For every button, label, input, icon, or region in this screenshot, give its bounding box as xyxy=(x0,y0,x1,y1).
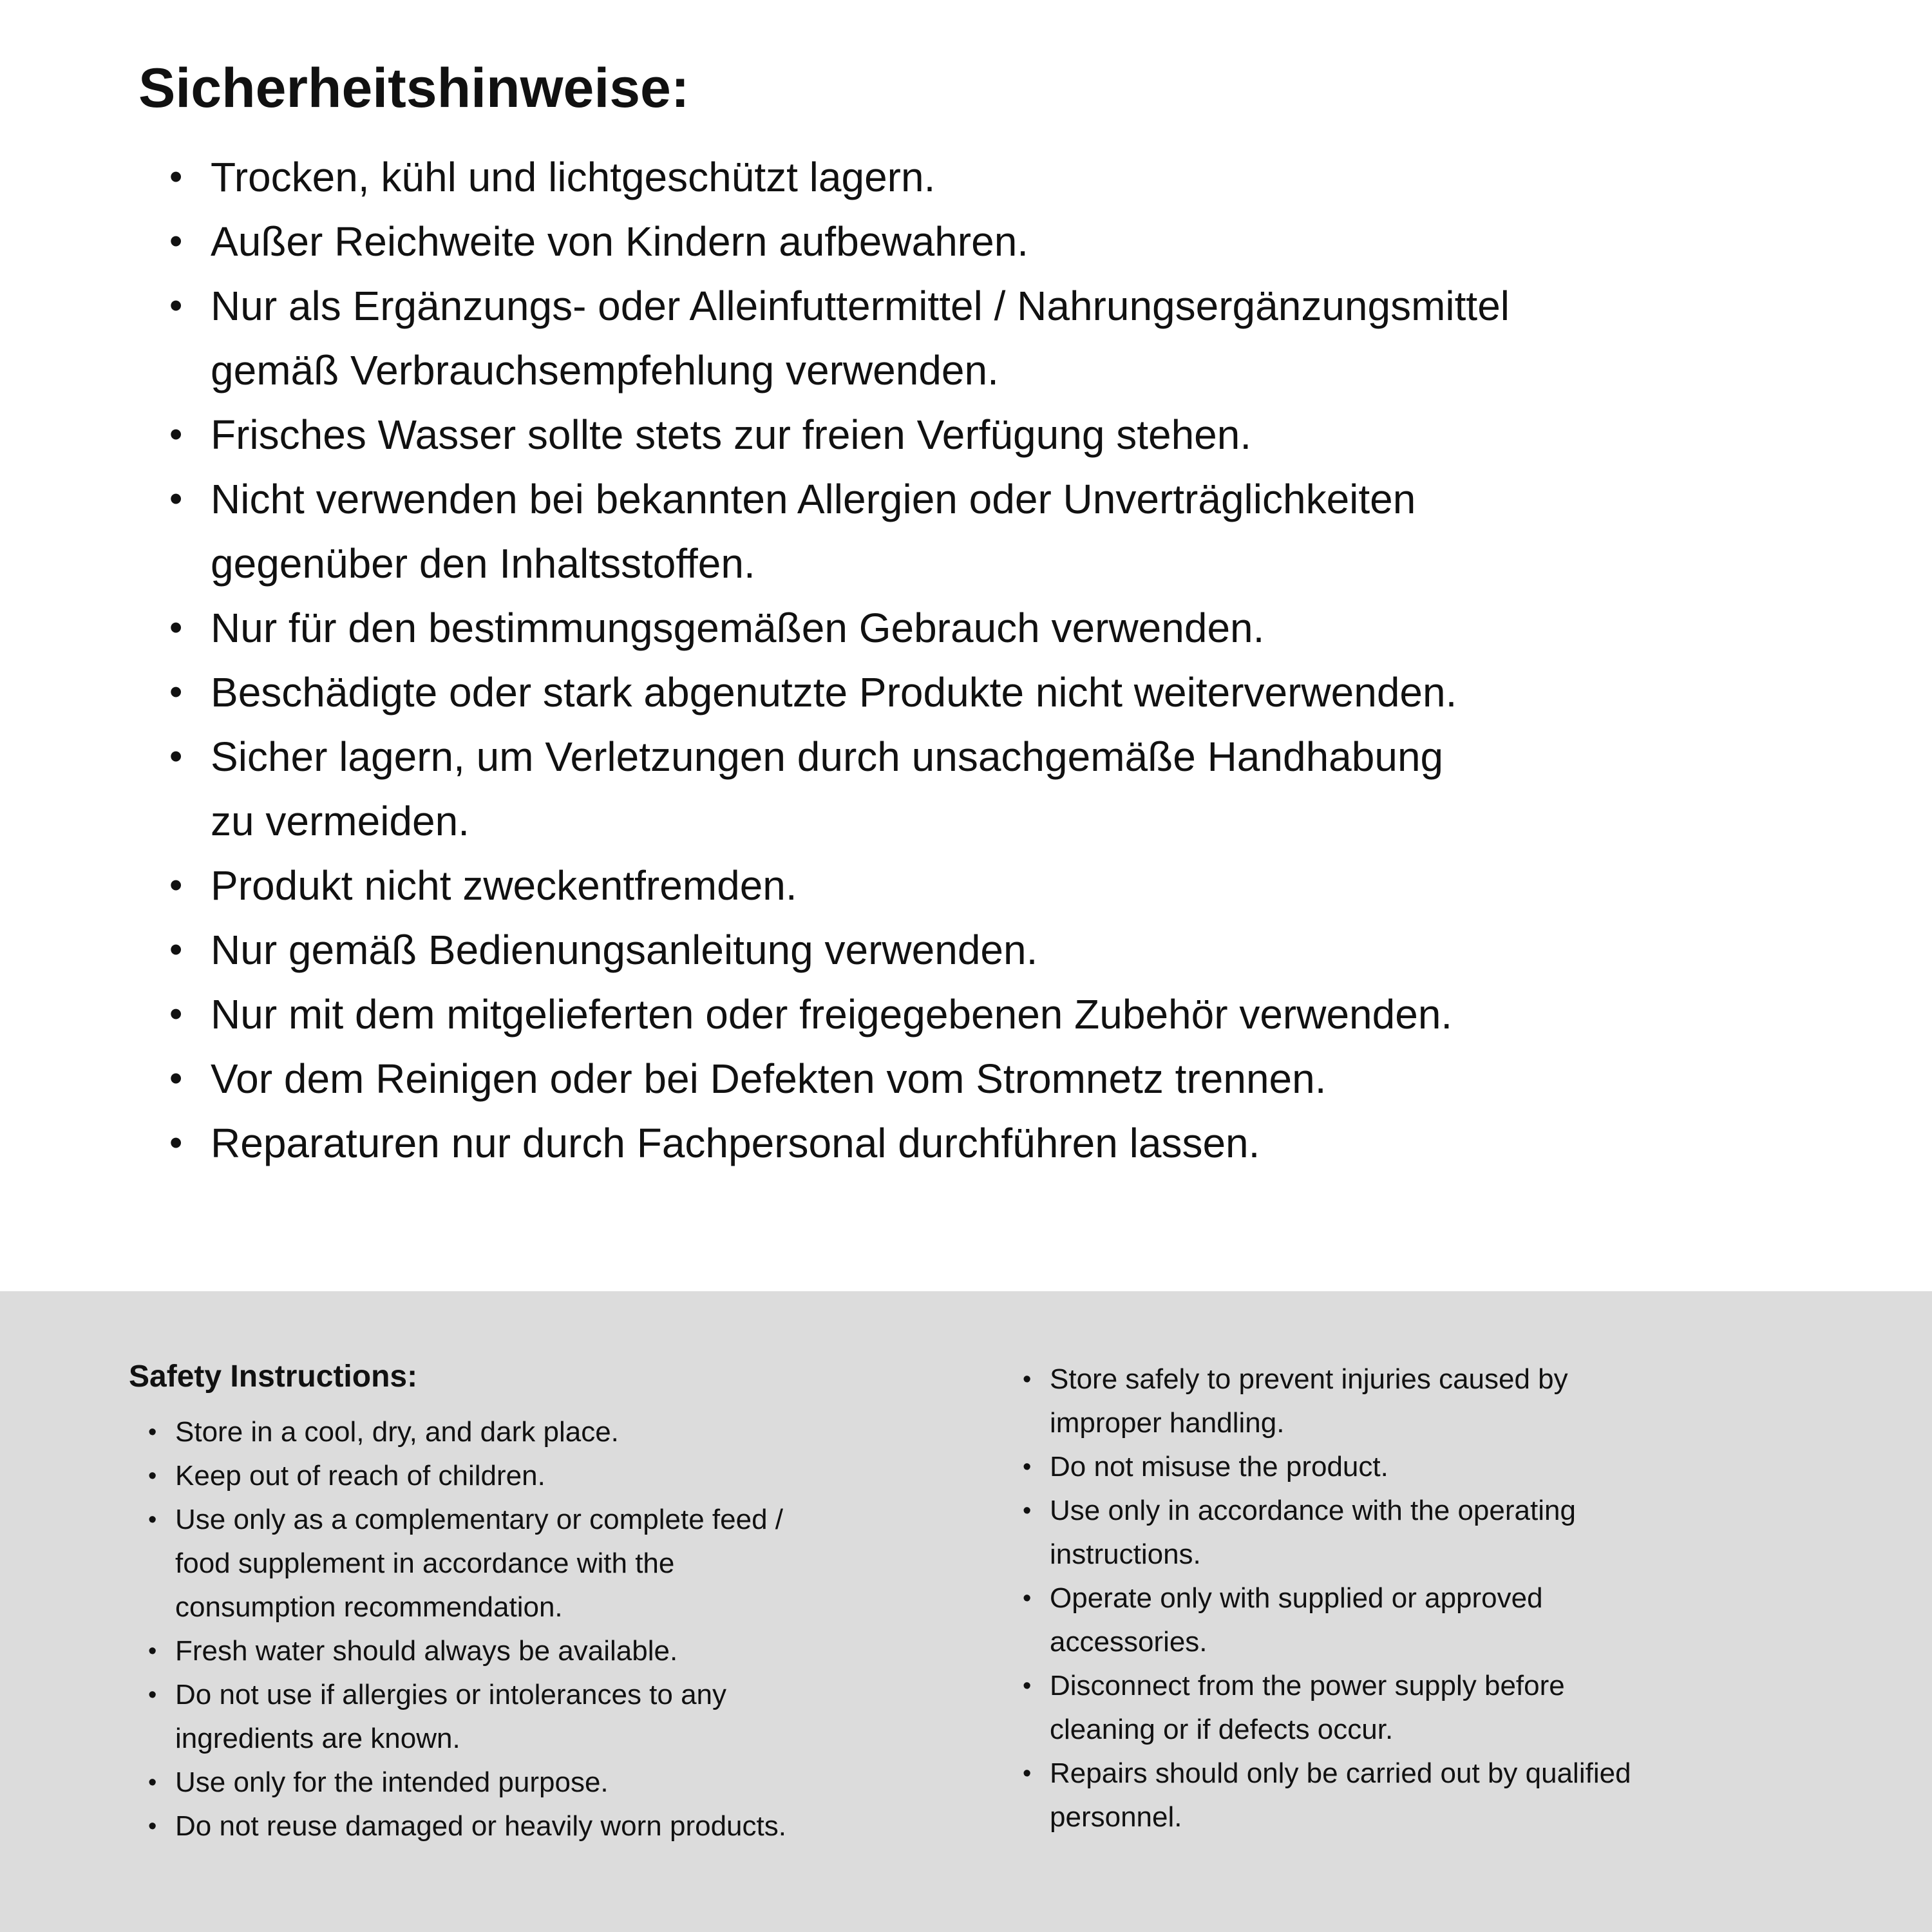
bullet-marker: • xyxy=(1023,1454,1032,1481)
text-line: Nur für den bestimmungsgemäßen Gebrauch verwenden. xyxy=(211,605,1265,651)
text-line: food supplement in accordance with the xyxy=(175,1548,675,1579)
bullet-marker: • xyxy=(1023,1497,1032,1524)
text-line: Nur mit dem mitgelieferten oder freigegebenen Zubehör verwenden. xyxy=(211,991,1453,1037)
list-item xyxy=(138,596,1855,660)
bullet-marker: • xyxy=(169,864,183,906)
text-line: cleaning or if defects occur. xyxy=(1050,1714,1394,1745)
english-left-column xyxy=(129,1358,1003,1848)
list-item xyxy=(1003,1664,1868,1752)
text-line: Do not use if allergies or intolerances to any xyxy=(175,1679,727,1710)
list-item xyxy=(1003,1445,1868,1489)
english-title: Safety Instructions: xyxy=(129,1359,418,1394)
text-line: ingredients are known. xyxy=(175,1723,460,1754)
bullet-marker: • xyxy=(169,220,183,262)
bullet-marker: • xyxy=(1023,1585,1032,1612)
bullet-marker: • xyxy=(169,413,183,455)
text-line: Keep out of reach of children. xyxy=(175,1460,545,1492)
text-line: Nicht verwenden bei bekannten Allergien oder Unverträglichkeiten xyxy=(211,476,1416,522)
list-item xyxy=(138,724,1855,853)
text-line: Trocken, kühl und lichtgeschützt lagern. xyxy=(211,154,936,200)
bullet-marker: • xyxy=(1023,1760,1032,1787)
text-line: consumption recommendation. xyxy=(175,1591,563,1623)
list-item xyxy=(138,274,1855,402)
german-title: Sicherheitshinweise: xyxy=(138,57,690,119)
text-line: Nur als Ergänzungs- oder Alleinfuttermittel / Nahrungsergänzungsmittel xyxy=(211,283,1510,329)
text-line: Vor dem Reinigen oder bei Defekten vom Stromnetz trennen. xyxy=(211,1056,1327,1102)
bullet-marker: • xyxy=(148,1681,157,1709)
list-item xyxy=(1003,1577,1868,1664)
bullet-marker: • xyxy=(169,671,183,713)
bullet-marker: • xyxy=(169,607,183,649)
text-line: Do not misuse the product. xyxy=(1050,1451,1388,1482)
list-item xyxy=(138,660,1855,724)
list-item xyxy=(129,1629,1003,1673)
text-line: Operate only with supplied or approved xyxy=(1050,1582,1543,1614)
text-line: gegenüber den Inhaltsstoffen. xyxy=(211,540,755,587)
text-line: Repairs should only be carried out by qualified xyxy=(1050,1757,1631,1789)
text-line: Store in a cool, dry, and dark place. xyxy=(175,1416,619,1448)
german-bullet-list xyxy=(138,145,1855,1175)
bullet-marker: • xyxy=(148,1638,157,1665)
list-item xyxy=(138,982,1855,1046)
text-line: Beschädigte oder stark abgenutzte Produkte nicht weiterverwenden. xyxy=(211,669,1457,715)
list-item xyxy=(129,1498,1003,1629)
text-line: Use only in accordance with the operating xyxy=(1050,1495,1576,1526)
list-item xyxy=(138,1111,1855,1175)
text-line: Fresh water should always be available. xyxy=(175,1635,678,1667)
text-line: zu vermeiden. xyxy=(211,798,469,844)
bullet-marker: • xyxy=(169,929,183,971)
text-line: Außer Reichweite von Kindern aufbewahren. xyxy=(211,218,1029,265)
english-bullet-list-left xyxy=(129,1410,1003,1848)
bullet-marker: • xyxy=(148,1419,157,1446)
bullet-marker: • xyxy=(169,735,183,777)
bullet-marker: • xyxy=(148,1769,157,1796)
bullet-marker: • xyxy=(148,1813,157,1840)
list-item xyxy=(1003,1752,1868,1839)
text-line: Do not reuse damaged or heavily worn products. xyxy=(175,1810,786,1842)
list-item xyxy=(138,145,1855,209)
bullet-marker: • xyxy=(169,285,183,327)
bullet-marker: • xyxy=(1023,1672,1032,1700)
list-item xyxy=(138,1046,1855,1111)
text-line: Disconnect from the power supply before xyxy=(1050,1670,1565,1701)
text-line: accessories. xyxy=(1050,1626,1208,1658)
list-item xyxy=(138,209,1855,274)
list-item xyxy=(129,1410,1003,1454)
bullet-marker: • xyxy=(169,478,183,520)
text-line: improper handling. xyxy=(1050,1407,1285,1439)
text-line: Produkt nicht zweckentfremden. xyxy=(211,862,797,909)
text-line: Nur gemäß Bedienungsanleitung verwenden. xyxy=(211,927,1038,973)
text-line: Use only for the intended purpose. xyxy=(175,1766,609,1798)
text-line: Use only as a complementary or complete feed / xyxy=(175,1504,784,1535)
text-line: Reparaturen nur durch Fachpersonal durchführen lassen. xyxy=(211,1120,1260,1166)
list-item xyxy=(138,918,1855,982)
list-item xyxy=(138,467,1855,596)
bullet-marker: • xyxy=(1023,1366,1032,1393)
list-item xyxy=(129,1454,1003,1498)
english-section xyxy=(0,1291,1932,1932)
bullet-marker: • xyxy=(169,1057,183,1099)
bullet-marker: • xyxy=(169,993,183,1035)
text-line: instructions. xyxy=(1050,1539,1201,1570)
bullet-marker: • xyxy=(148,1506,157,1533)
bullet-marker: • xyxy=(148,1463,157,1490)
text-line: Store safely to prevent injuries caused by xyxy=(1050,1363,1568,1395)
text-line: Frisches Wasser sollte stets zur freien Verfügung stehen. xyxy=(211,412,1252,458)
list-item xyxy=(138,402,1855,467)
list-item xyxy=(129,1804,1003,1848)
list-item xyxy=(138,853,1855,918)
english-bullet-list-right xyxy=(1003,1358,1868,1839)
list-item xyxy=(1003,1358,1868,1445)
list-item xyxy=(1003,1489,1868,1577)
text-line: gemäß Verbrauchsempfehlung verwenden. xyxy=(211,347,999,393)
bullet-marker: • xyxy=(169,1122,183,1164)
text-line: personnel. xyxy=(1050,1801,1182,1833)
list-item xyxy=(129,1673,1003,1761)
list-item xyxy=(129,1761,1003,1804)
text-line: Sicher lagern, um Verletzungen durch unsachgemäße Handhabung xyxy=(211,734,1444,780)
bullet-marker: • xyxy=(169,156,183,198)
english-right-column xyxy=(1003,1358,1868,1839)
